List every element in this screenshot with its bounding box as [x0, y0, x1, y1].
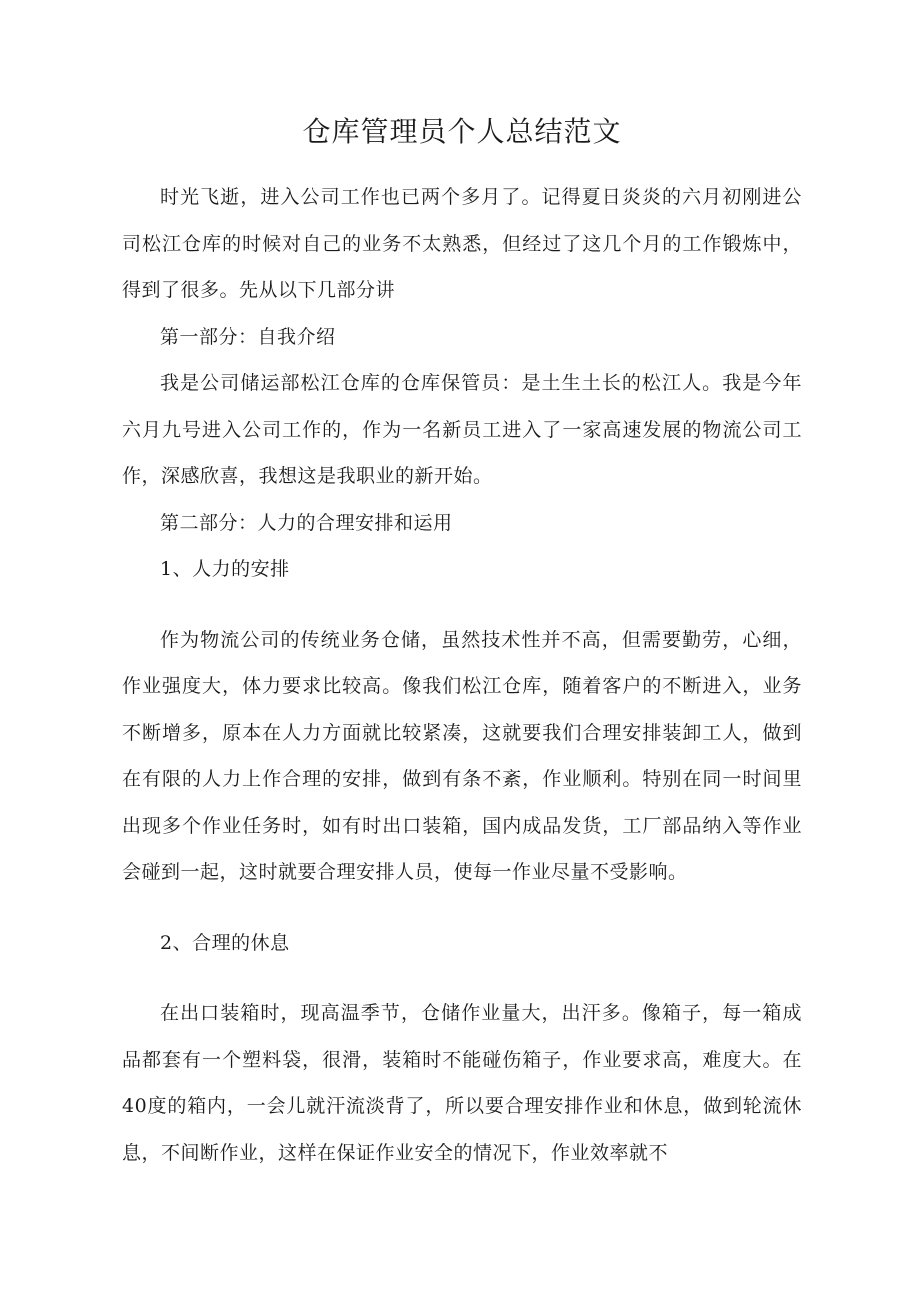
paragraph-reasonable-rest: 在出口装箱时，现高温季节，仓储作业量大，出汗多。像箱子，每一箱成品都套有一个塑料袋，很滑，装箱时不能碰伤箱子，作业要求高，难度大。在40度的箱内，一会儿就汗流淡背了，所以要合理安排作业和休息，做到轮流休息，不间断作业，这样在保证作业安全的情况下，作业效率就不 — [122, 1002, 802, 1164]
subheading-staff-arrangement: 1、人力的安排 — [160, 558, 290, 580]
subheading-reasonable-rest: 2、合理的休息 — [160, 931, 290, 954]
section-heading-part-one: 第一部分：自我介绍 — [160, 325, 336, 348]
section-heading-part-two: 第二部分：人力的合理安排和运用 — [160, 511, 453, 534]
paragraph-self-introduction: 我是公司储运部松江仓库的仓库保管员：是土生土长的松江人。我是今年六月九号进入公司工作的，作为一名新员工进入了一家高速发展的物流公司工作，深感欣喜，我想这是我职业的新开始。 — [122, 372, 802, 487]
paragraph-staff-arrangement: 作为物流公司的传统业务仓储，虽然技术性并不高，但需要勤劳，心细，作业强度大，体力要求比较高。像我们松江仓库，随着客户的不断进入，业务不断增多，原本在人力方面就比较紧凑，这就要我们合理安排装卸工人，做到在有限的人力上作合理的安排，做到有条不紊，作业顺利。特别在同一时间里出现多个作业任务时，如有时出口装箱，国内成品发货，工厂部品纳入等作业会碰到一起，这时就要合理安排人员，使每一作业尽量不受影响。 — [122, 628, 802, 883]
document-title: 仓库管理员个人总结范文 — [302, 115, 622, 148]
paragraph-intro: 时光飞逝，进入公司工作也已两个多月了。记得夏日炎炎的六月初刚进公司松江仓库的时候对自己的业务不太熟悉，但经过了这几个月的工作锻炼中，得到了很多。先从以下几部分讲 — [122, 186, 802, 301]
